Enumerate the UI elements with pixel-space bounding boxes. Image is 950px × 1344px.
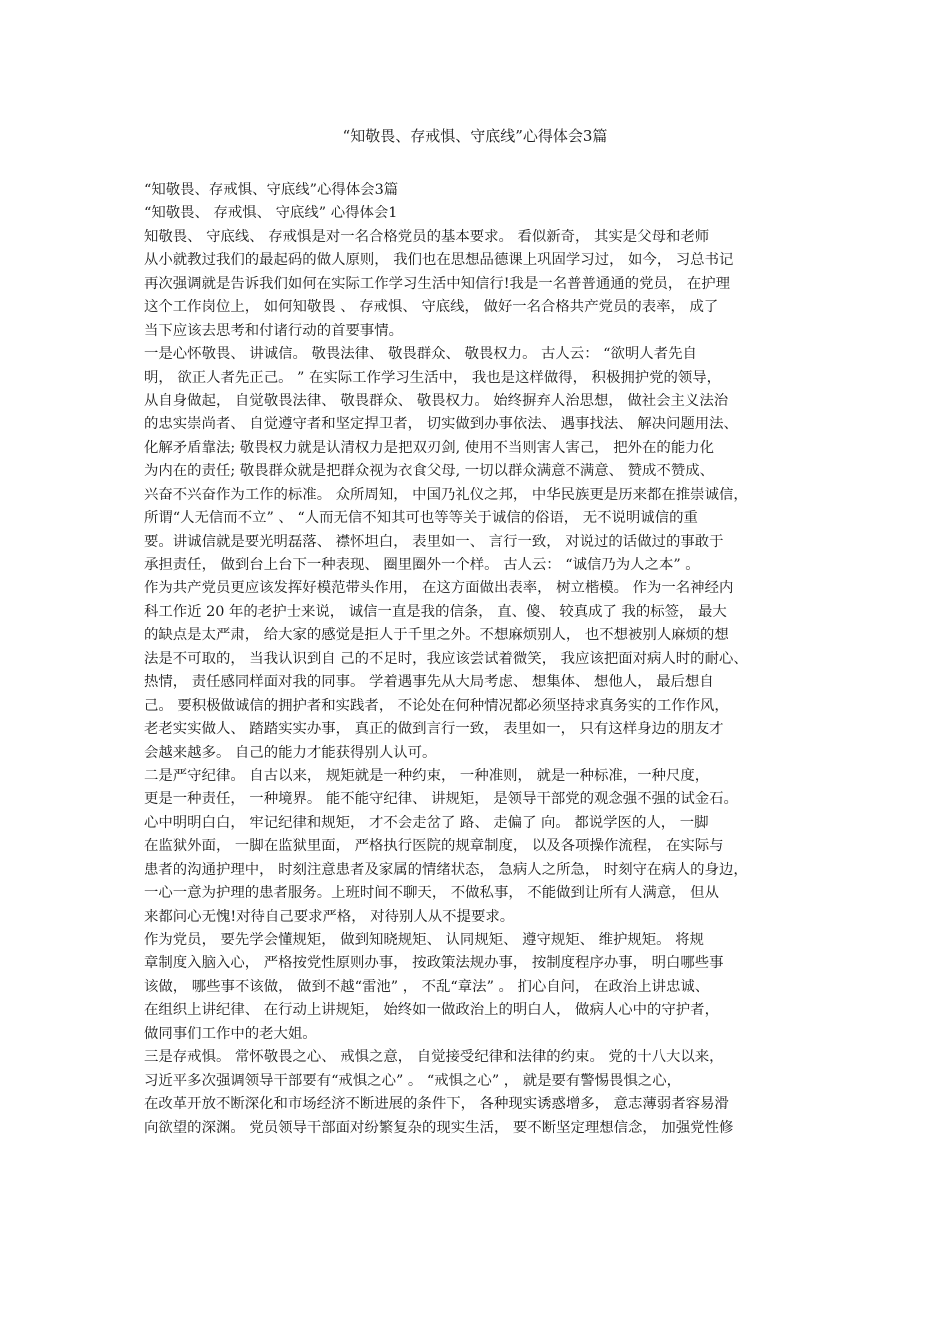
text-line: 明， 欲正人者先正己。 ” 在实际工作学习生活中， 我也是这样做得， 积极拥护党的领导， — [144, 369, 722, 386]
text-line: 更是一种责任， 一种境界。 能不能守纪律、 讲规矩， 是领导干部党的观念强不强的试金石。 — [144, 791, 738, 808]
text-line: 当下应该去思考和付诸行动的首要事情。 — [144, 322, 404, 339]
text-line: 要。讲诚信就是要光明磊落、 襟怀坦白， 表里如一、 言行一致， 对说过的话做过的事敢于 — [144, 533, 724, 550]
text-line: 己。 要积极做诚信的拥护者和实践者， 不论处在何种情况都必须坚持求真务实的工作作风， — [144, 697, 729, 714]
text-line: 的忠实崇尚者、 自觉遵守者和坚定捍卫者， 切实做到办事依法、 遇事找法、 解决问题用法、 — [144, 416, 738, 433]
text-line: 一心一意为护理的患者服务。上班时间不聊天， 不做私事， 不能做到让所有人满意， 但从 — [144, 885, 719, 902]
text-line: 作为共产党员更应该发挥好模范带头作用， 在这方面做出表率， 树立楷模。 作为一名神经内 — [144, 580, 734, 597]
text-line: 知敬畏、 守底线、 存戒惧是对一名合格党员的基本要求。 看似新奇， 其实是父母和老师 — [144, 228, 710, 245]
document-body — [144, 179, 824, 1140]
text-line: 再次强调就是告诉我们如何在实际工作学习生活中知信行!我是一名普普通通的党员， 在护理 — [144, 275, 730, 292]
text-line: 患者的沟通护理中， 时刻注意患者及家属的情绪状态， 急病人之所急， 时刻守在病人的身边， — [144, 861, 748, 878]
text-line: 在组织上讲纪律、 在行动上讲规矩， 始终如一做政治上的明白人， 做病人心中的守护者， — [144, 1002, 719, 1019]
text-line: 来都问心无愧!对待自己要求严格， 对待别人从不提要求。 — [144, 908, 515, 925]
text-line: 热情， 责任感同样面对我的同事。 学着遇事先从大局考虑、 想集体、 想他人， 最后想自 — [144, 674, 714, 691]
page-title: “知敬畏、存戒惧、守底线”心得体会3篇 — [342, 127, 608, 145]
text-line: 法是不可取的， 当我认识到自 己的不足时，我应该尝试着微笑， 我应该把面对病人时的耐心、 — [144, 650, 748, 667]
text-line: 在改革开放不断深化和市场经济不断进展的条件下， 各种现实诱惑增多， 意志薄弱者容易滑 — [144, 1096, 729, 1113]
text-line: 化解矛盾靠法; 敬畏权力就是认清权力是把双刃剑, 使用不当则害人害己， 把外在的能力化 — [144, 439, 714, 456]
text-line: 老老实实做人、 踏踏实实办事， 真正的做到言行一致， 表里如一， 只有这样身边的朋友才 — [144, 721, 724, 738]
text-line: 从小就教过我们的最起码的做人原则， 我们也在思想品德课上巩固学习过， 如今， 习总书记 — [144, 252, 734, 269]
text-line: 在监狱外面， 一脚在监狱里面， 严格执行医院的规章制度， 以及各项操作流程， 在实际与 — [144, 838, 724, 855]
text-line: 作为党员， 要先学会懂规矩， 做到知晓规矩、 认同规矩、 遵守规矩、 维护规矩。 将规 — [144, 932, 704, 948]
text-line: 为内在的责任; 敬畏群众就是把群众视为衣食父母, 一切以群众满意不满意、 赞成不赞成、 — [144, 463, 714, 480]
text-line: 会越来越多。 自己的能力才能获得别人认可。 — [144, 744, 437, 761]
text-line: 习近平多次强调领导干部要有“戒惧之心” 。 “戒惧之心” ， 就是要有警惕畏惧之心， — [144, 1072, 682, 1089]
text-line: “知敬畏、存戒惧、守底线”心得体会3篇 — [144, 182, 399, 198]
text-line: 章制度入脑入心， 严格按党性原则办事， 按政策法规办事， 按制度程序办事， 明白哪些事 — [144, 955, 724, 972]
text-line: 科工作近 20 年的老护士来说， 诚信一直是我的信条， 直、傻、 较真成了 我的标签， 最大 — [144, 603, 727, 620]
text-line: 向欲望的深渊。 党员领导干部面对纷繁复杂的现实生活， 要不断坚定理想信念， 加强党性修 — [144, 1119, 734, 1136]
text-line: 该做， 哪些事不该做， 做到不越“雷池” ， 不乱“章法” 。 扪心自问， 在政治上讲忠诚、 — [144, 978, 710, 995]
text-line: 做同事们工作中的老大姐。 — [144, 1025, 317, 1042]
text-line: 所谓“人无信而不立” 、 “人而无信不知其可也等等关于诚信的俗语， 无不说明诚信的重 — [144, 510, 698, 527]
text-line: 二是严守纪律。 自古以来， 规矩就是一种约束， 一种准则， 就是一种标准，一种尺度， — [144, 767, 710, 784]
text-line: “知敬畏、 存戒惧、 守底线” 心得体会1 — [144, 205, 398, 222]
text-line: 这个工作岗位上， 如何知敬畏 、 存戒惧、 守底线， 做好一名合格共产党员的表率， 成了 — [144, 299, 719, 316]
text-line: 承担责任， 做到台上台下一种表现、 圈里圈外一个样。 古人云： “诚信乃为人之本” 。 — [144, 557, 700, 573]
text-line: 从自身做起， 自觉敬畏法律、 敬畏群众、 敬畏权力。 始终摒弃人治思想， 做社会主义法治 — [144, 392, 729, 409]
text-line: 心中明明白白， 牢记纪律和规矩， 才不会走岔了 路、 走偏了 向。 都说学医的人， 一脚 — [144, 814, 709, 831]
text-line: 的缺点是太严肃， 给大家的感觉是拒人于千里之外。不想麻烦别人， 也不想被别人麻烦的想 — [144, 627, 729, 644]
text-line: 三是存戒惧。 常怀敬畏之心、 戒惧之意， 自觉接受纪律和法律的约束。 党的十八大以来， — [144, 1049, 724, 1066]
text-line: 一是心怀敬畏、 讲诚信。 敬畏法律、 敬畏群众、 敬畏权力。 古人云： “欲明人者先自 — [144, 346, 697, 363]
text-line: 兴奋不兴奋作为工作的标准。 众所周知， 中国乃礼仪之邦， 中华民族更是历来都在推崇诚信， — [144, 486, 748, 503]
